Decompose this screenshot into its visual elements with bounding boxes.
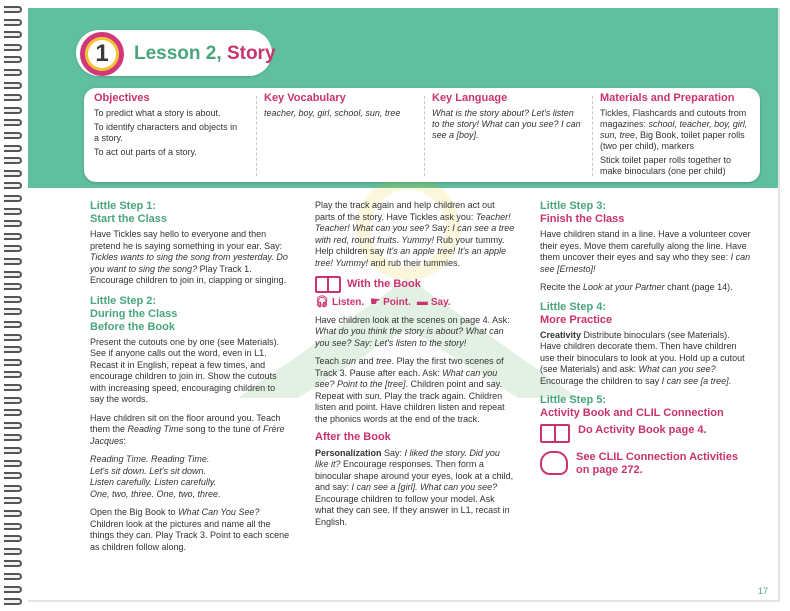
text-italic: Look at your Partner: [583, 282, 665, 292]
text-italic: sun: [341, 356, 357, 366]
lesson-title-prefix: Lesson 2,: [134, 43, 222, 64]
spiral-ring: [4, 346, 22, 353]
objective-item: To predict what a story is about.: [94, 108, 221, 118]
column-two: [315, 200, 515, 535]
text: Play the track again and help children act out parts of the story. Have Tickles ask you:: [315, 200, 495, 222]
spiral-ring: [4, 497, 22, 504]
spiral-ring: [4, 220, 22, 227]
after-book-heading: After the Book: [315, 431, 391, 443]
materials-text: , Big Book, toilet paper rolls (two per child), markers: [600, 130, 745, 151]
spiral-ring: [4, 321, 22, 328]
step2-paragraph: Present the cutouts one by one (see Materials). See if anyone calls out the word, even in L1. Recast it in English, repeat a few times, and encourage children to join in. Show the cutouts with increasing speed, encouraging children to say the words.: [90, 336, 280, 404]
text-italic: I liked the story. Did you like it?: [315, 447, 500, 469]
clil-connection-row: [540, 451, 752, 477]
spiral-ring: [4, 460, 22, 467]
spiral-ring: [4, 573, 22, 580]
song-lyrics: [90, 454, 290, 500]
text-italic: Frère Jacques: [90, 424, 285, 446]
step3-paragraph: [540, 282, 752, 294]
step5-label: Little Step 5:: [540, 394, 607, 406]
step1-label: Little Step 1:: [90, 200, 157, 212]
text-bold: Personalization: [315, 447, 382, 458]
text: Teach: [315, 356, 342, 366]
spiral-ring: [4, 69, 22, 76]
spiral-ring: [4, 560, 22, 567]
spiral-ring: [4, 170, 22, 177]
objectives-column: [94, 93, 244, 161]
activity-book-row: [540, 424, 752, 443]
book-icon: [540, 424, 570, 443]
step2-label: Little Step 2:: [90, 294, 157, 307]
speech-bubble-icon: ▬: [416, 296, 428, 308]
key-vocabulary-column: [264, 93, 414, 122]
point-label: Point.: [383, 297, 411, 308]
text: and: [356, 356, 377, 366]
col2-paragraph: [315, 200, 515, 269]
book-icon: [315, 276, 341, 293]
brain-icon: [540, 451, 568, 475]
step3-paragraph: [540, 229, 752, 275]
spiral-ring: [4, 195, 22, 202]
col2-paragraph: [315, 356, 515, 425]
spiral-ring: [4, 586, 22, 593]
spiral-ring: [4, 422, 22, 429]
spiral-ring: [4, 19, 22, 26]
materials-item: [600, 108, 752, 152]
text: Encourage children to follow your model. Ask what they can see. If they answer in L1, recast in English.: [315, 493, 510, 527]
text: and rub their tummies.: [368, 257, 461, 268]
spiral-binding: [0, 0, 26, 611]
text: :: [123, 435, 127, 446]
text: Distribute binoculars (see Materials). Have children decorate them. Then have children use their binoculars to look at you. Hold up a cutout (see Materials) and ask:: [540, 329, 745, 374]
spiral-ring: [4, 472, 22, 479]
lesson-number-circle: [80, 32, 124, 76]
step4-label: Little Step 4:: [540, 300, 607, 313]
spiral-ring: [4, 56, 22, 63]
materials-column: [600, 93, 752, 180]
key-language-heading: Key Language: [432, 92, 508, 104]
step1-title: Start the Class: [90, 213, 168, 225]
text: Have children look at the scenes on page 4. Ask:: [315, 314, 510, 325]
spiral-ring: [4, 6, 22, 13]
spiral-ring: [4, 548, 22, 555]
spiral-ring: [4, 523, 22, 530]
text-italic: I can see a [girl]. What can you see?: [351, 482, 498, 492]
objective-item: To act out parts of a story.: [94, 147, 197, 157]
text: Recite the: [540, 282, 584, 292]
text: chant (page 14).: [664, 282, 733, 292]
objective-item: To identify characters and objects in a story.: [94, 122, 238, 143]
spiral-ring: [4, 145, 22, 152]
song-line: Let's sit down. Let's sit down.: [90, 465, 206, 476]
text-italic: Tickles wants to sing the song from yesterday. Do you want to sing the song?: [90, 252, 288, 274]
text: Rub your tummy. Help children say: [315, 234, 505, 256]
spiral-ring: [4, 271, 22, 278]
spiral-ring: [4, 485, 22, 492]
materials-text: Tickles, Flashcards and cutouts from magazines:: [600, 108, 747, 129]
text: Have children stand in a line. Have a volunteer cover their eyes. Move them carefully along the line. Have them uncover their eyes and say who they see:: [540, 229, 751, 262]
text-bold: Creativity: [540, 329, 582, 340]
spiral-ring: [4, 308, 22, 315]
objectives-heading: Objectives: [94, 92, 150, 104]
spiral-ring: [4, 132, 22, 139]
listen-label: Listen.: [331, 297, 365, 308]
spiral-ring: [4, 233, 22, 240]
step4-paragraph: [540, 330, 752, 388]
text-italic: It's an apple tree! It's an apple tree! Yummy!: [315, 246, 507, 268]
lesson-info-box: [84, 88, 760, 182]
clil-connection-text: See CLIL Connection Activities on page 272.: [576, 451, 738, 476]
lesson-number: 1: [95, 40, 109, 67]
key-vocabulary-text: teacher, boy, girl, school, sun, tree: [264, 108, 401, 118]
text: Have Tickles say hello to everyone and then pretend he is saying something in your ear. Say:: [90, 229, 283, 251]
spiral-ring: [4, 434, 22, 441]
step1-paragraph: [90, 229, 290, 287]
song-line: One, two, three. One, two, three.: [90, 488, 221, 499]
spiral-ring: [4, 409, 22, 416]
step2-paragraph: [90, 413, 290, 448]
spiral-ring: [4, 384, 22, 391]
key-language-column: [432, 93, 582, 144]
column-divider: [592, 96, 593, 176]
key-language-text: What is the story about? Let's listen to the story! What can you see? I can see a [boy].: [432, 108, 581, 140]
spiral-ring: [4, 296, 22, 303]
text: Children look at the pictures and name all the things they can. Play Track 3. Point to each scene as children follow along.: [90, 518, 290, 552]
step3-label: Little Step 3:: [540, 200, 607, 212]
page-number: 17: [758, 586, 769, 596]
pointing-hand-icon: ☛: [370, 296, 381, 308]
with-book-heading-row: [315, 276, 515, 293]
step2-title1: During the Class: [90, 307, 178, 320]
spiral-ring: [4, 208, 22, 215]
spiral-ring: [4, 258, 22, 265]
spiral-ring: [4, 157, 22, 164]
step3-title: Finish the Class: [540, 213, 625, 225]
materials-item: Stick toilet paper rolls together to make binoculars (one per child): [600, 155, 732, 176]
column-one: [90, 200, 290, 560]
text-italic: I can see a tree with red, round fruits. Yummy!: [315, 223, 515, 245]
spiral-ring: [4, 94, 22, 101]
text: Play Track 1. Encourage children to join in, clapping or singing.: [90, 263, 287, 285]
text: .: [728, 375, 732, 386]
spiral-ring: [4, 535, 22, 542]
song-line: Reading Time. Reading Time.: [90, 454, 210, 464]
column-three: [540, 200, 752, 485]
text-italic: Teacher! Teacher! What can you see?: [315, 211, 511, 233]
listen-point-say-row: [315, 297, 515, 309]
with-book-heading: With the Book: [347, 277, 421, 290]
text: . Play the track again. Children listen and point. Have children listen and repeat the phonics words at the end of the track.: [315, 390, 505, 424]
spiral-ring: [4, 119, 22, 126]
spiral-ring: [4, 334, 22, 341]
step2-paragraph: [90, 507, 290, 553]
spiral-ring: [4, 447, 22, 454]
text: . Play the first two scenes of Track 3. Pause after each. Ask:: [315, 356, 504, 378]
text: Encourage responses. Then form a binocular shape around your eyes, look at a child, and say:: [315, 459, 514, 492]
text: Have children sit on the floor around you. Teach them the: [90, 412, 281, 434]
col2-paragraph: [315, 448, 515, 529]
text-italic: sun: [365, 390, 380, 401]
text-italic: What Can You See?: [178, 507, 260, 517]
spiral-ring: [4, 397, 22, 404]
col2-paragraph: [315, 315, 515, 350]
text-italic: I can see [Ernesto]!: [540, 252, 751, 274]
key-vocabulary-heading: Key Vocabulary: [264, 92, 346, 104]
spiral-ring: [4, 44, 22, 51]
text: Encourage the children to say: [540, 375, 662, 386]
text-italic: I can see [a tree]: [661, 375, 729, 386]
say-label: Say.: [430, 297, 451, 308]
column-divider: [424, 96, 425, 176]
step2-title2: Before the Book: [90, 320, 175, 333]
spiral-ring: [4, 371, 22, 378]
text-italic: tree: [376, 356, 392, 366]
text-italic: Reading Time: [127, 424, 184, 434]
spiral-ring: [4, 31, 22, 38]
spiral-ring: [4, 510, 22, 517]
spiral-ring: [4, 283, 22, 290]
text: Say:: [381, 447, 405, 458]
spiral-ring: [4, 107, 22, 114]
text: Say:: [429, 223, 453, 233]
spiral-ring: [4, 245, 22, 252]
step4-title: More Practice: [540, 313, 613, 326]
book-page: [28, 8, 780, 602]
lesson-title-word: Story: [226, 43, 276, 64]
spiral-ring: [4, 82, 22, 89]
headphones-icon: 🎧︎: [315, 296, 329, 308]
spiral-ring: [4, 182, 22, 189]
lesson-title: [134, 43, 276, 65]
text-italic: What can you see? Point to the [tree]: [315, 367, 498, 389]
text-italic: What can you see?: [638, 364, 716, 374]
materials-heading: Materials and Preparation: [600, 92, 735, 104]
step5-title: Activity Book and CLIL Connection: [540, 407, 724, 419]
song-line: Listen carefully. Listen carefully.: [90, 477, 217, 487]
column-divider: [256, 96, 257, 176]
text: song to the tune of: [183, 424, 264, 434]
spiral-ring: [4, 598, 22, 605]
materials-text-italic: school, teacher, boy, girl, sun, tree: [600, 119, 748, 140]
activity-book-text: Do Activity Book page 4.: [578, 424, 707, 436]
spiral-ring: [4, 359, 22, 366]
text-italic: What do you think the story is about? What can you see? Say: Let's listen to the story!: [315, 326, 504, 348]
text: Open the Big Book to: [90, 507, 179, 517]
text: . Children point and say. Repeat with: [315, 379, 502, 401]
